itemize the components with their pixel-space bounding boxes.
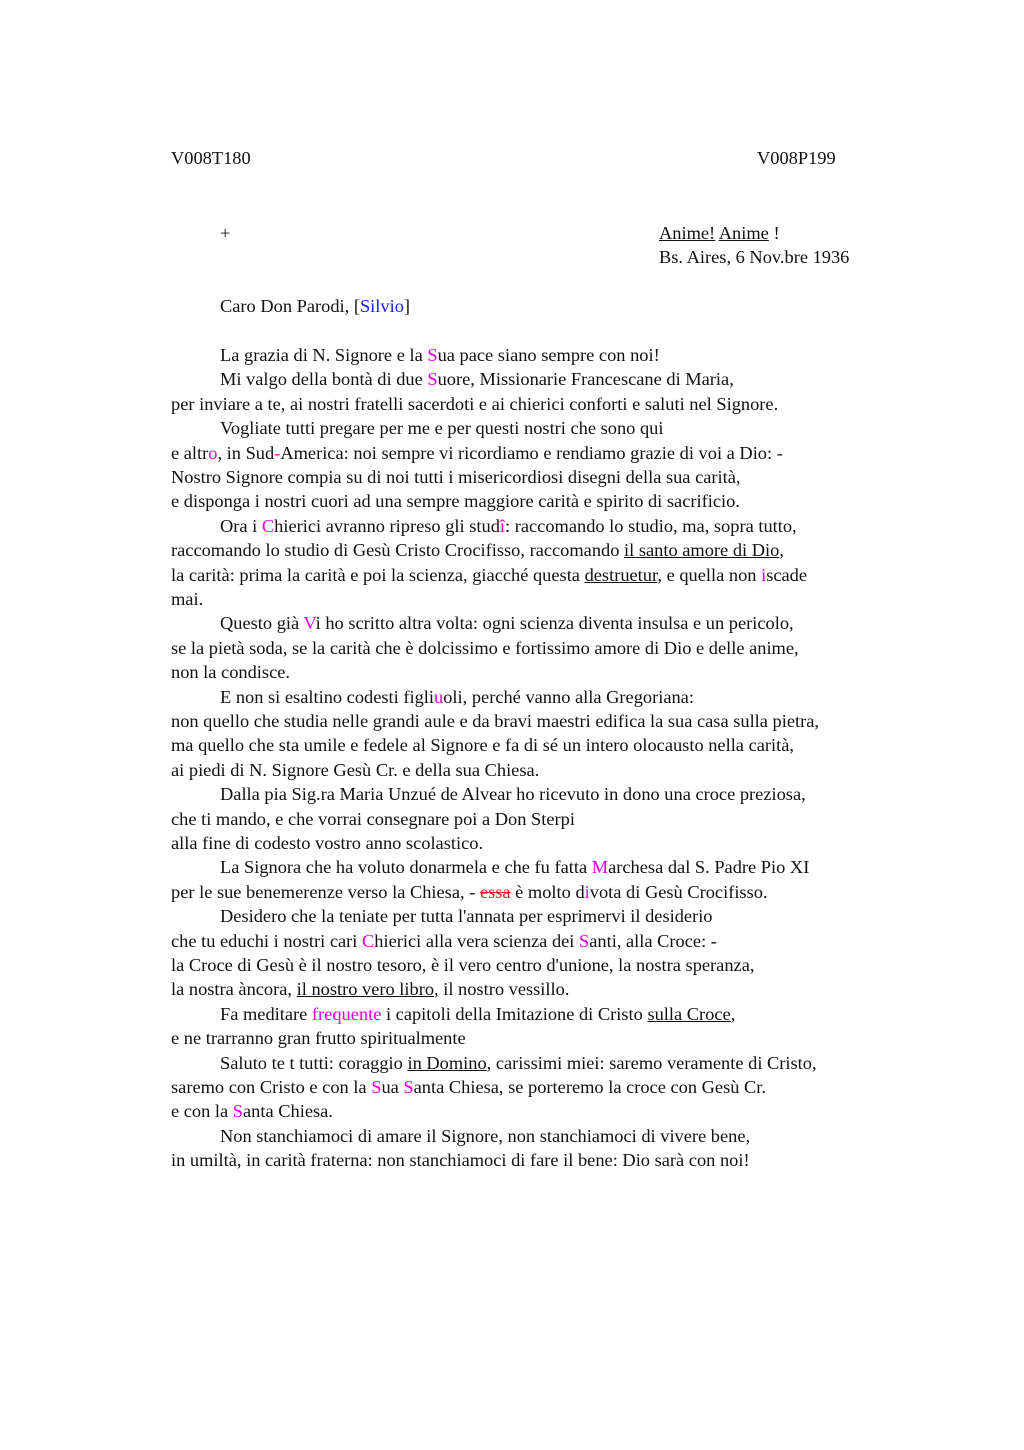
motto-word-1: Anime! [659, 223, 716, 243]
document-code-right: V008P199 [757, 148, 836, 168]
body-line-27: la nostra àncora, il nostro vero libro, il nostro vessillo. [171, 979, 570, 1000]
body-line-18: ai piedi di N. Signore Gesù Cr. e della sua Chiesa. [171, 759, 540, 780]
salutation [220, 294, 410, 318]
body-line-31: saremo con Cristo e con la Sua Santa Chiesa, se porteremo la croce con Gesù Cr. [171, 1077, 766, 1097]
salutation-text: Caro Don Parodi, [ [220, 296, 360, 316]
document-code-left: V008T180 [171, 148, 251, 168]
body-line-12: Questo già Vi ho scritto altra volta: ogni scienza diventa insulsa e un pericolo, [220, 613, 794, 634]
body-line-16: non quello che studia nelle grandi aule e da bravi maestri edifica la sua casa sulla pietra, [171, 711, 820, 731]
body-line-6: Nostro Signore compia su di noi tutti i misericordiosi disegni della sua carità, [171, 467, 741, 487]
body-line-29: e ne trarranno gran frutto spiritualmente [171, 1028, 466, 1049]
motto-exclamation: ! [768, 223, 780, 243]
place-date: Bs. Aires, 6 Nov.bre 1936 [659, 247, 850, 267]
body-line-22: La Signora che ha voluto donarmela e che fu fatta Marchesa dal S. Padre Pio XI [220, 857, 810, 878]
body-line-11: mai. [171, 589, 204, 609]
body-line-1: La grazia di N. Signore e la Sua pace siano sempre con noi! [220, 345, 660, 365]
body-line-15: E non si esaltino codesti figliuoli, perché vanno alla Gregoriana: [220, 686, 694, 707]
body-line-17: ma quello che sta umile e fedele al Signore e fa di sé un intero olocausto nella carità, [171, 735, 795, 756]
body-line-9: raccomando lo studio di Gesù Cristo Crocifisso, raccomando il santo amore di Dio, [171, 540, 784, 561]
motto-word-2: Anime [718, 223, 769, 243]
body-line-21: alla fine di codesto vostro anno scolastico. [171, 833, 484, 853]
body-line-19: Dalla pia Sig.ra Maria Unzué de Alvear ho ricevuto in dono una croce preziosa, [220, 784, 806, 805]
body-line-4: Vogliate tutti pregare per me e per questi nostri che sono qui [220, 418, 664, 439]
body-line-34: in umiltà, in carità fraterna: non stanchiamoci di fare il bene: Dio sarà con noi! [171, 1150, 750, 1171]
body-line-3: per inviare a te, ai nostri fratelli sacerdoti e ai chierici conforti e saluti nel Signore. [171, 393, 779, 414]
salutation-close: ] [403, 296, 411, 316]
body-line-28: Fa meditare frequente i capitoli della Imitazione di Cristo sulla Croce, [220, 1003, 736, 1024]
body-line-33: Non stanchiamoci di amare il Signore, non stanchiamoci di vivere bene, [220, 1125, 751, 1146]
body-line-14: non la condisce. [171, 662, 290, 683]
body-line-13: se la pietà soda, se la carità che è dolcissimo e fortissimo amore di Dio e delle anime, [171, 637, 799, 658]
body-line-26: la Croce di Gesù è il nostro tesoro, è il vero centro d'unione, la nostra speranza, [171, 955, 755, 975]
body-line-23: per le sue benemerenze verso la Chiesa, - essa è molto divota di Gesù Crocifisso. [171, 881, 768, 902]
body-line-10: la carità: prima la carità e poi la scienza, giacché questa destruetur, e quella non iscade [171, 564, 808, 585]
salutation-name: Silvio [359, 296, 404, 316]
body-line-25: che tu educhi i nostri cari Chierici alla vera scienza dei Santi, alla Croce: - [171, 930, 717, 951]
body-line-30: Saluto te t tutti: coraggio in Domino, carissimi miei: saremo veramente di Cristo, [220, 1052, 817, 1073]
body-line-2: Mi valgo della bontà di due Suore, Missionarie Francescane di Maria, [220, 369, 734, 390]
body-line-24: Desidero che la teniate per tutta l'annata per esprimervi il desiderio [220, 906, 713, 927]
body-line-32: e con la Santa Chiesa. [171, 1101, 333, 1122]
cross-mark: + [220, 223, 231, 243]
body-line-7: e disponga i nostri cuori ad una sempre maggiore carità e spirito di sacrificio. [171, 491, 740, 512]
body-line-5: e altro, in Sud-America: noi sempre vi ricordiamo e rendiamo grazie di voi a Dio: - [171, 442, 783, 463]
motto [659, 221, 780, 245]
body-line-20: che ti mando, e che vorrai consegnare poi a Don Sterpi [171, 808, 575, 829]
body-line-8: Ora i Chierici avranno ripreso gli studî: raccomando lo studio, ma, sopra tutto, [220, 515, 797, 536]
